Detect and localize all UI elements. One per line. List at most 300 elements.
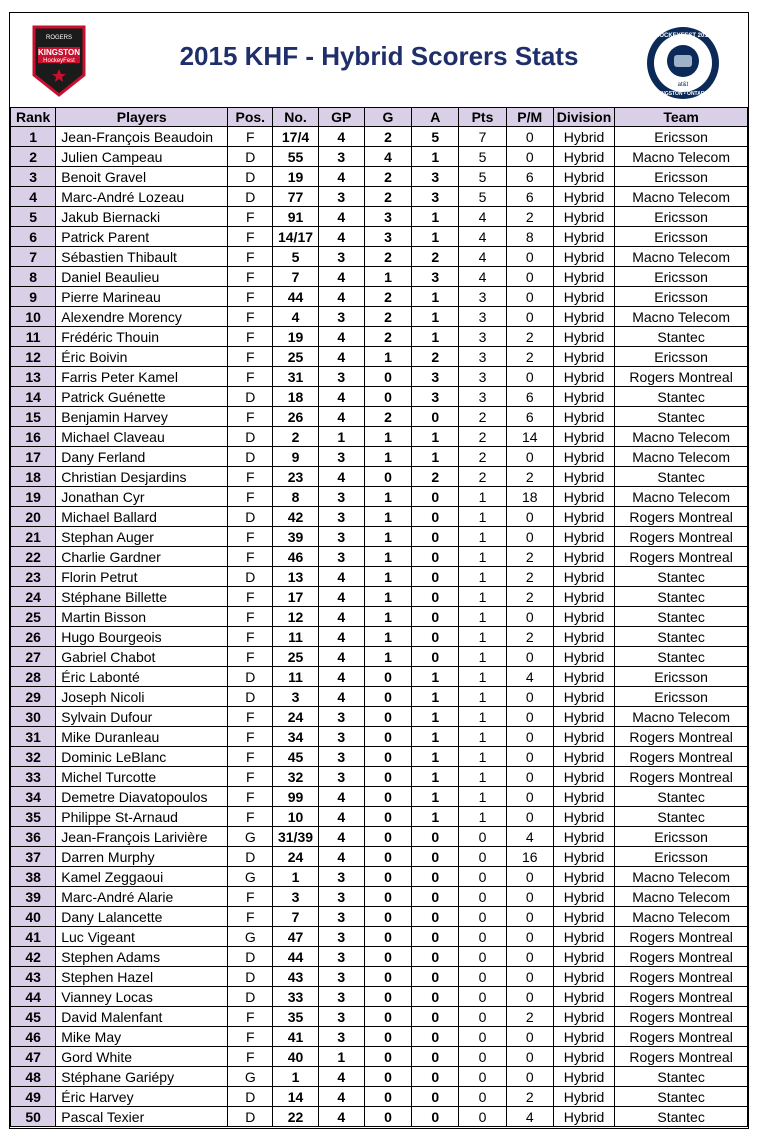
rank-cell: 1 xyxy=(11,127,56,147)
plus-minus-cell: 6 xyxy=(506,387,553,407)
points-cell: 0 xyxy=(459,1067,506,1087)
plus-minus-cell: 2 xyxy=(506,347,553,367)
col-plus-minus: P/M xyxy=(506,108,553,127)
player-cell: Hugo Bourgeois xyxy=(56,627,228,647)
number-cell: 31/39 xyxy=(273,827,318,847)
position-cell: F xyxy=(228,747,273,767)
gp-cell: 4 xyxy=(318,587,364,607)
assists-cell: 0 xyxy=(412,907,459,927)
goals-cell: 1 xyxy=(364,607,411,627)
goals-cell: 0 xyxy=(364,727,411,747)
plus-minus-cell: 0 xyxy=(506,967,553,987)
table-row xyxy=(11,247,748,267)
assists-cell: 0 xyxy=(412,1047,459,1067)
gp-cell: 4 xyxy=(318,827,364,847)
table-row xyxy=(11,267,748,287)
points-cell: 1 xyxy=(459,687,506,707)
division-cell: Hybrid xyxy=(553,287,614,307)
number-cell: 43 xyxy=(273,967,318,987)
player-cell: Benjamin Harvey xyxy=(56,407,228,427)
points-cell: 0 xyxy=(459,867,506,887)
number-cell: 7 xyxy=(273,267,318,287)
points-cell: 2 xyxy=(459,467,506,487)
number-cell: 7 xyxy=(273,907,318,927)
position-cell: F xyxy=(228,1007,273,1027)
plus-minus-cell: 2 xyxy=(506,207,553,227)
rank-cell: 41 xyxy=(11,927,56,947)
player-cell: Darren Murphy xyxy=(56,847,228,867)
team-cell: Macno Telecom xyxy=(615,147,748,167)
rank-cell: 27 xyxy=(11,647,56,667)
table-row xyxy=(11,587,748,607)
team-cell: Rogers Montreal xyxy=(615,527,748,547)
division-cell: Hybrid xyxy=(553,127,614,147)
team-cell: Rogers Montreal xyxy=(615,1007,748,1027)
assists-cell: 2 xyxy=(412,467,459,487)
division-cell: Hybrid xyxy=(553,427,614,447)
points-cell: 1 xyxy=(459,567,506,587)
goals-cell: 4 xyxy=(364,147,411,167)
rank-cell: 32 xyxy=(11,747,56,767)
gp-cell: 4 xyxy=(318,327,364,347)
number-cell: 14/17 xyxy=(273,227,318,247)
team-cell: Rogers Montreal xyxy=(615,547,748,567)
player-cell: Stephen Hazel xyxy=(56,967,228,987)
points-cell: 1 xyxy=(459,727,506,747)
points-cell: 1 xyxy=(459,807,506,827)
division-cell: Hybrid xyxy=(553,607,614,627)
assists-cell: 5 xyxy=(412,127,459,147)
position-cell: D xyxy=(228,847,273,867)
goals-cell: 1 xyxy=(364,267,411,287)
number-cell: 19 xyxy=(273,327,318,347)
plus-minus-cell: 0 xyxy=(506,607,553,627)
division-cell: Hybrid xyxy=(553,307,614,327)
position-cell: F xyxy=(228,727,273,747)
number-cell: 1 xyxy=(273,1067,318,1087)
number-cell: 34 xyxy=(273,727,318,747)
gp-cell: 4 xyxy=(318,607,364,627)
player-cell: Marc-André Lozeau xyxy=(56,187,228,207)
number-cell: 10 xyxy=(273,807,318,827)
number-cell: 22 xyxy=(273,1107,318,1127)
position-cell: F xyxy=(228,787,273,807)
player-cell: Alexendre Morency xyxy=(56,307,228,327)
goals-cell: 0 xyxy=(364,847,411,867)
table-row xyxy=(11,467,748,487)
player-cell: Vianney Locas xyxy=(56,987,228,1007)
points-cell: 1 xyxy=(459,747,506,767)
assists-cell: 0 xyxy=(412,1107,459,1127)
division-cell: Hybrid xyxy=(553,327,614,347)
plus-minus-cell: 0 xyxy=(506,527,553,547)
team-cell: Macno Telecom xyxy=(615,247,748,267)
table-row xyxy=(11,787,748,807)
points-cell: 0 xyxy=(459,987,506,1007)
player-cell: Martin Bisson xyxy=(56,607,228,627)
player-cell: Frédéric Thouin xyxy=(56,327,228,347)
division-cell: Hybrid xyxy=(553,1107,614,1127)
number-cell: 8 xyxy=(273,487,318,507)
team-cell: Macno Telecom xyxy=(615,707,748,727)
points-cell: 0 xyxy=(459,847,506,867)
rank-cell: 29 xyxy=(11,687,56,707)
division-cell: Hybrid xyxy=(553,227,614,247)
team-cell: Stantec xyxy=(615,327,748,347)
division-cell: Hybrid xyxy=(553,627,614,647)
col-assists: A xyxy=(412,108,459,127)
gp-cell: 4 xyxy=(318,467,364,487)
number-cell: 35 xyxy=(273,1007,318,1027)
number-cell: 11 xyxy=(273,627,318,647)
gp-cell: 4 xyxy=(318,1107,364,1127)
player-cell: Gord White xyxy=(56,1047,228,1067)
team-cell: Stantec xyxy=(615,387,748,407)
points-cell: 4 xyxy=(459,247,506,267)
plus-minus-cell: 2 xyxy=(506,1087,553,1107)
player-cell: David Malenfant xyxy=(56,1007,228,1027)
rank-cell: 16 xyxy=(11,427,56,447)
team-cell: Stantec xyxy=(615,607,748,627)
number-cell: 12 xyxy=(273,607,318,627)
goals-cell: 1 xyxy=(364,567,411,587)
number-cell: 39 xyxy=(273,527,318,547)
position-cell: F xyxy=(228,307,273,327)
position-cell: F xyxy=(228,367,273,387)
plus-minus-cell: 0 xyxy=(506,707,553,727)
player-cell: Sébastien Thibault xyxy=(56,247,228,267)
points-cell: 3 xyxy=(459,327,506,347)
gp-cell: 1 xyxy=(318,427,364,447)
number-cell: 77 xyxy=(273,187,318,207)
team-cell: Macno Telecom xyxy=(615,447,748,467)
goals-cell: 0 xyxy=(364,1007,411,1027)
table-row xyxy=(11,427,748,447)
gp-cell: 4 xyxy=(318,1067,364,1087)
gp-cell: 4 xyxy=(318,567,364,587)
table-row xyxy=(11,827,748,847)
position-cell: G xyxy=(228,1067,273,1087)
division-cell: Hybrid xyxy=(553,887,614,907)
rank-cell: 19 xyxy=(11,487,56,507)
goals-cell: 0 xyxy=(364,667,411,687)
points-cell: 1 xyxy=(459,507,506,527)
division-cell: Hybrid xyxy=(553,487,614,507)
points-cell: 1 xyxy=(459,587,506,607)
plus-minus-cell: 6 xyxy=(506,407,553,427)
goals-cell: 2 xyxy=(364,247,411,267)
points-cell: 3 xyxy=(459,287,506,307)
player-cell: Christian Desjardins xyxy=(56,467,228,487)
points-cell: 1 xyxy=(459,487,506,507)
table-row xyxy=(11,807,748,827)
assists-cell: 1 xyxy=(412,667,459,687)
table-row xyxy=(11,227,748,247)
plus-minus-cell: 2 xyxy=(506,327,553,347)
plus-minus-cell: 0 xyxy=(506,507,553,527)
plus-minus-cell: 0 xyxy=(506,887,553,907)
points-cell: 2 xyxy=(459,407,506,427)
division-cell: Hybrid xyxy=(553,447,614,467)
page-title: 2015 KHF - Hybrid Scorers Stats xyxy=(179,41,579,71)
assists-cell: 0 xyxy=(412,927,459,947)
player-cell: Stéphane Billette xyxy=(56,587,228,607)
gp-cell: 3 xyxy=(318,987,364,1007)
goals-cell: 1 xyxy=(364,427,411,447)
position-cell: D xyxy=(228,387,273,407)
division-cell: Hybrid xyxy=(553,367,614,387)
points-cell: 0 xyxy=(459,947,506,967)
plus-minus-cell: 0 xyxy=(506,307,553,327)
points-cell: 4 xyxy=(459,267,506,287)
gp-cell: 3 xyxy=(318,527,364,547)
team-cell: Macno Telecom xyxy=(615,867,748,887)
position-cell: F xyxy=(228,407,273,427)
assists-cell: 1 xyxy=(412,147,459,167)
number-cell: 23 xyxy=(273,467,318,487)
rank-cell: 25 xyxy=(11,607,56,627)
goals-cell: 0 xyxy=(364,867,411,887)
plus-minus-cell: 0 xyxy=(506,987,553,1007)
goals-cell: 0 xyxy=(364,927,411,947)
position-cell: F xyxy=(228,907,273,927)
position-cell: F xyxy=(228,527,273,547)
goals-cell: 0 xyxy=(364,1067,411,1087)
plus-minus-cell: 0 xyxy=(506,247,553,267)
gp-cell: 4 xyxy=(318,407,364,427)
team-cell: Ericsson xyxy=(615,127,748,147)
header xyxy=(10,13,748,107)
points-cell: 0 xyxy=(459,907,506,927)
rank-cell: 14 xyxy=(11,387,56,407)
table-row xyxy=(11,1047,748,1067)
team-cell: Rogers Montreal xyxy=(615,1027,748,1047)
goals-cell: 2 xyxy=(364,167,411,187)
plus-minus-cell: 6 xyxy=(506,167,553,187)
assists-cell: 1 xyxy=(412,787,459,807)
number-cell: 46 xyxy=(273,547,318,567)
team-cell: Ericsson xyxy=(615,267,748,287)
number-cell: 47 xyxy=(273,927,318,947)
player-cell: Michael Claveau xyxy=(56,427,228,447)
table-row xyxy=(11,1107,748,1127)
position-cell: F xyxy=(228,227,273,247)
position-cell: F xyxy=(228,247,273,267)
number-cell: 18 xyxy=(273,387,318,407)
goals-cell: 0 xyxy=(364,367,411,387)
gp-cell: 4 xyxy=(318,387,364,407)
col-players: Players xyxy=(56,108,228,127)
assists-cell: 1 xyxy=(412,327,459,347)
assists-cell: 0 xyxy=(412,407,459,427)
rank-cell: 43 xyxy=(11,967,56,987)
rank-cell: 8 xyxy=(11,267,56,287)
team-cell: Ericsson xyxy=(615,227,748,247)
plus-minus-cell: 0 xyxy=(506,747,553,767)
player-cell: Sylvain Dufour xyxy=(56,707,228,727)
points-cell: 2 xyxy=(459,447,506,467)
player-cell: Jean-François Beaudoin xyxy=(56,127,228,147)
gp-cell: 4 xyxy=(318,267,364,287)
assists-cell: 1 xyxy=(412,727,459,747)
goals-cell: 2 xyxy=(364,307,411,327)
position-cell: D xyxy=(228,427,273,447)
gp-cell: 4 xyxy=(318,287,364,307)
position-cell: D xyxy=(228,947,273,967)
table-row xyxy=(11,447,748,467)
position-cell: F xyxy=(228,707,273,727)
points-cell: 3 xyxy=(459,367,506,387)
player-cell: Patrick Guénette xyxy=(56,387,228,407)
gp-cell: 4 xyxy=(318,207,364,227)
plus-minus-cell: 4 xyxy=(506,827,553,847)
goals-cell: 1 xyxy=(364,547,411,567)
position-cell: F xyxy=(228,547,273,567)
table-row xyxy=(11,1067,748,1087)
player-cell: Stephan Auger xyxy=(56,527,228,547)
plus-minus-cell: 2 xyxy=(506,627,553,647)
gp-cell: 3 xyxy=(318,367,364,387)
points-cell: 0 xyxy=(459,1087,506,1107)
logo-right-brand: at&t xyxy=(677,82,689,88)
division-cell: Hybrid xyxy=(553,267,614,287)
goals-cell: 1 xyxy=(364,647,411,667)
assists-cell: 0 xyxy=(412,607,459,627)
goals-cell: 0 xyxy=(364,767,411,787)
team-cell: Rogers Montreal xyxy=(615,507,748,527)
col-division: Division xyxy=(553,108,614,127)
rank-cell: 28 xyxy=(11,667,56,687)
division-cell: Hybrid xyxy=(553,1007,614,1027)
gp-cell: 3 xyxy=(318,1027,364,1047)
goals-cell: 0 xyxy=(364,747,411,767)
goals-cell: 0 xyxy=(364,1027,411,1047)
number-cell: 26 xyxy=(273,407,318,427)
points-cell: 1 xyxy=(459,647,506,667)
assists-cell: 0 xyxy=(412,1087,459,1107)
gp-cell: 3 xyxy=(318,767,364,787)
division-cell: Hybrid xyxy=(553,987,614,1007)
assists-cell: 3 xyxy=(412,387,459,407)
table-row xyxy=(11,147,748,167)
position-cell: D xyxy=(228,987,273,1007)
position-cell: F xyxy=(228,467,273,487)
position-cell: D xyxy=(228,187,273,207)
assists-cell: 0 xyxy=(412,527,459,547)
number-cell: 45 xyxy=(273,747,318,767)
gp-cell: 3 xyxy=(318,307,364,327)
number-cell: 42 xyxy=(273,507,318,527)
points-cell: 3 xyxy=(459,347,506,367)
position-cell: F xyxy=(228,287,273,307)
player-cell: Dany Lalancette xyxy=(56,907,228,927)
plus-minus-cell: 0 xyxy=(506,647,553,667)
gp-cell: 3 xyxy=(318,447,364,467)
col-points: Pts xyxy=(459,108,506,127)
rank-cell: 26 xyxy=(11,627,56,647)
player-cell: Florin Petrut xyxy=(56,567,228,587)
position-cell: F xyxy=(228,887,273,907)
gp-cell: 4 xyxy=(318,687,364,707)
player-cell: Luc Vigeant xyxy=(56,927,228,947)
goals-cell: 1 xyxy=(364,447,411,467)
plus-minus-cell: 2 xyxy=(506,547,553,567)
col-games-played: GP xyxy=(318,108,364,127)
gp-cell: 3 xyxy=(318,927,364,947)
team-cell: Ericsson xyxy=(615,687,748,707)
goals-cell: 2 xyxy=(364,187,411,207)
division-cell: Hybrid xyxy=(553,667,614,687)
col-number: No. xyxy=(273,108,318,127)
assists-cell: 0 xyxy=(412,567,459,587)
goals-cell: 1 xyxy=(364,527,411,547)
division-cell: Hybrid xyxy=(553,827,614,847)
position-cell: F xyxy=(228,327,273,347)
points-cell: 3 xyxy=(459,307,506,327)
plus-minus-cell: 0 xyxy=(506,127,553,147)
division-cell: Hybrid xyxy=(553,687,614,707)
table-row xyxy=(11,767,748,787)
rank-cell: 11 xyxy=(11,327,56,347)
position-cell: D xyxy=(228,167,273,187)
table-row xyxy=(11,727,748,747)
assists-cell: 0 xyxy=(412,1027,459,1047)
gp-cell: 4 xyxy=(318,847,364,867)
gp-cell: 3 xyxy=(318,747,364,767)
assists-cell: 0 xyxy=(412,647,459,667)
gp-cell: 3 xyxy=(318,967,364,987)
rank-cell: 46 xyxy=(11,1027,56,1047)
goals-cell: 3 xyxy=(364,227,411,247)
player-cell: Stéphane Gariépy xyxy=(56,1067,228,1087)
player-cell: Benoit Gravel xyxy=(56,167,228,187)
plus-minus-cell: 4 xyxy=(506,667,553,687)
assists-cell: 0 xyxy=(412,847,459,867)
plus-minus-cell: 0 xyxy=(506,447,553,467)
team-cell: Stantec xyxy=(615,567,748,587)
points-cell: 0 xyxy=(459,927,506,947)
position-cell: F xyxy=(228,587,273,607)
gp-cell: 4 xyxy=(318,167,364,187)
division-cell: Hybrid xyxy=(553,867,614,887)
position-cell: F xyxy=(228,807,273,827)
table-row xyxy=(11,747,748,767)
division-cell: Hybrid xyxy=(553,727,614,747)
goals-cell: 0 xyxy=(364,707,411,727)
rank-cell: 42 xyxy=(11,947,56,967)
player-cell: Jakub Biernacki xyxy=(56,207,228,227)
team-cell: Rogers Montreal xyxy=(615,927,748,947)
rank-cell: 6 xyxy=(11,227,56,247)
points-cell: 1 xyxy=(459,787,506,807)
rank-cell: 21 xyxy=(11,527,56,547)
division-cell: Hybrid xyxy=(553,747,614,767)
logo-left-line3: HockeyFest xyxy=(43,58,75,64)
rank-cell: 44 xyxy=(11,987,56,1007)
assists-cell: 0 xyxy=(412,987,459,1007)
division-cell: Hybrid xyxy=(553,927,614,947)
player-cell: Farris Peter Kamel xyxy=(56,367,228,387)
player-cell: Éric Boivin xyxy=(56,347,228,367)
team-cell: Ericsson xyxy=(615,827,748,847)
number-cell: 33 xyxy=(273,987,318,1007)
rank-cell: 31 xyxy=(11,727,56,747)
rank-cell: 5 xyxy=(11,207,56,227)
rank-cell: 9 xyxy=(11,287,56,307)
table-row xyxy=(11,887,748,907)
rank-cell: 13 xyxy=(11,367,56,387)
team-cell: Macno Telecom xyxy=(615,307,748,327)
